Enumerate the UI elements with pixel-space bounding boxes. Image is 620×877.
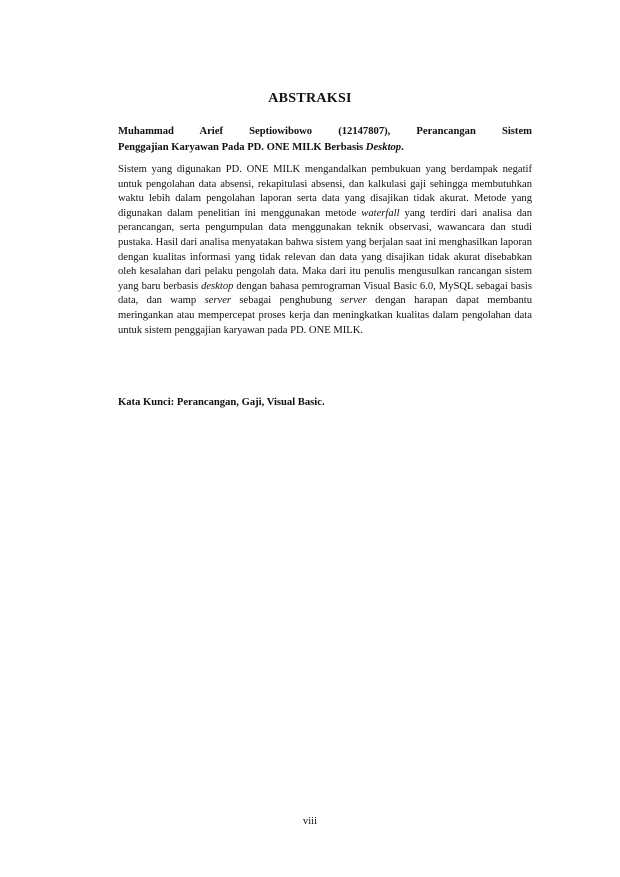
abstract-text: sebagai penghubung (231, 295, 341, 307)
abstract-text: yang terdiri dari analisa dan perancangan, serta pengumpulan data menggunakan teknik observasi, wawancara dan studi pustaka. Hasil dari analisa menyatakan bahwa sistem yang berjalan saat ini menghasilkan laporan dengan kualitas informasi yang tidak relevan dan data yang disajikan tidak akurat disebabkan oleh kesalahan dari pelaku pengolah data. Maka dari itu penulis mengusulkan rancangan sistem yang baru berbasis (118, 207, 532, 292)
abstract-term-server: server (204, 295, 232, 307)
keywords: Kata Kunci: Perancangan, Gaji, Visual Basic. (118, 397, 325, 408)
thesis-title-italic: Desktop (365, 142, 402, 153)
abstract-term-waterfall: waterfall (361, 207, 400, 219)
thesis-title-text: Penggajian Karyawan Pada PD. ONE MILK Berbasis (118, 142, 366, 153)
abstract-term-desktop: desktop (201, 280, 234, 292)
page-number: viii (302, 816, 318, 827)
author-line: Muhammad Arief Septiowibowo (12147807), Perancangan Sistem (118, 126, 532, 137)
abstract-text: dengan harapan dapat membantu meringankan atau mempercepat proses kerja dan meningkatkan kualitas dalam pengolahan data untuk sistem penggajian karyawan pada PD. ONE MILK. (118, 295, 532, 336)
abstract-text: dengan bahasa pemrograman Visual Basic 6.0, MySQL sebagai basis data, dan wamp (118, 280, 532, 307)
thesis-title-end: . (401, 142, 404, 153)
page-title: ABSTRAKSI (268, 91, 352, 106)
abstract-paragraph (118, 163, 532, 338)
author-title-block (118, 124, 532, 156)
abstract-text: Sistem yang digunakan PD. ONE MILK mengandalkan pembukuan yang berdampak negatif untuk pengolahan data absensi, rekapitulasi absensi, dan kalkulasi gaji sehingga membutuhkan waktu lebih dalam pengolahan laporan serta data yang disajikan tidak akurat. Metode yang digunakan dalam penelitian ini menggunakan metode (118, 164, 532, 219)
abstract-term-server: server (340, 295, 367, 307)
thesis-title-line (118, 140, 532, 156)
